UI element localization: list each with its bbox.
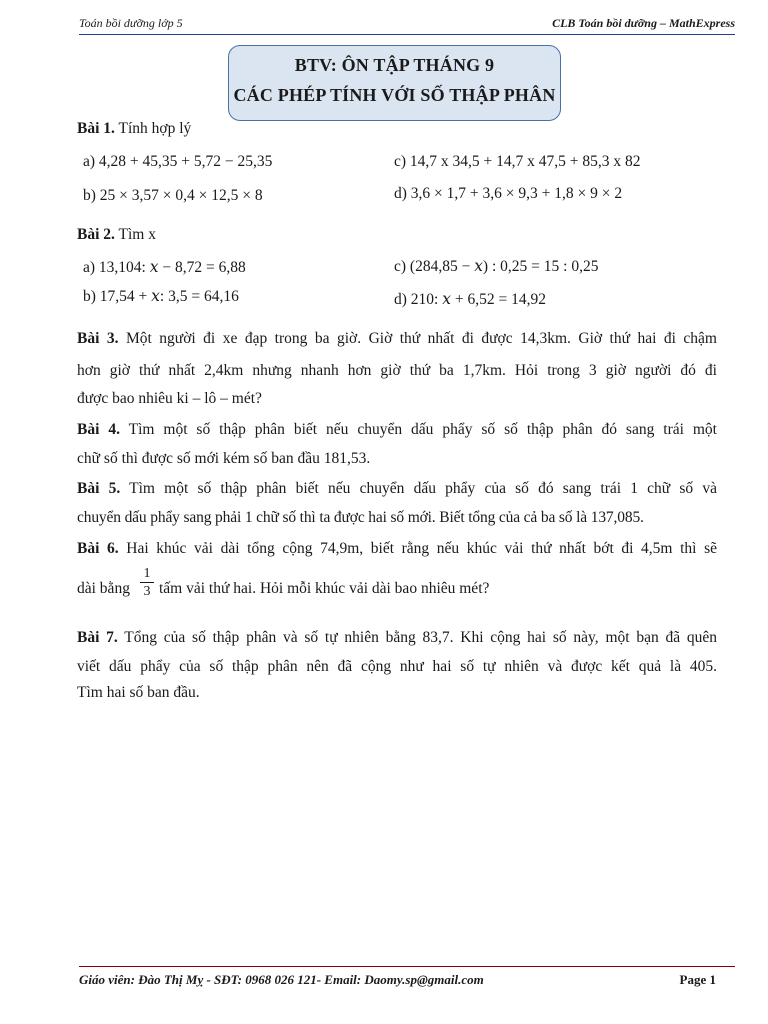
- exercise-4-label: Bài 4.: [77, 421, 120, 438]
- exercise-7-line-2: viết dấu phẩy của số thập phân nên đã cộng như hai số tự nhiên và được kết quả là 405.: [77, 658, 717, 675]
- exercise-2-a: a) 13,104: 𝑥 − 8,72 = 6,88: [83, 259, 246, 276]
- exercise-6-label: Bài 6.: [77, 540, 119, 557]
- exercise-2-b: b) 17,54 + 𝑥: 3,5 = 64,16: [83, 288, 239, 305]
- exercise-1-a: a) 4,28 + 45,35 + 5,72 − 25,35: [83, 153, 273, 170]
- exercise-5-line-1: [77, 480, 717, 498]
- exercise-4-line-1: [77, 421, 717, 439]
- footer-divider: [79, 966, 735, 967]
- exercise-5-label: Bài 5.: [77, 480, 121, 497]
- exercise-2-c: c) (284,85 − 𝑥) : 0,25 = 15 : 0,25: [394, 258, 599, 275]
- exercise-3-line-3: được bao nhiêu ki – lô – mét?: [77, 390, 262, 407]
- exercise-2-label: Bài 2.: [77, 226, 115, 243]
- exercise-2-text: Tìm x: [118, 226, 156, 243]
- exercise-6-text-1: Hai khúc vải dài tổng cộng 74,9m, biết rằng nếu khúc vải thứ nhất bớt đi 4,5m thì sẽ: [126, 540, 718, 557]
- header-divider: [79, 34, 735, 35]
- title-box: [228, 45, 561, 121]
- exercise-1-c: c) 14,7 x 34,5 + 14,7 x 47,5 + 85,3 x 82: [394, 153, 641, 170]
- exercise-4-line-2: chữ số thì được số mới kém số ban đầu 181,53.: [77, 450, 371, 467]
- exercise-3-label: Bài 3.: [77, 330, 119, 347]
- page-number: Page 1: [679, 972, 716, 987]
- fraction-one-third: [140, 566, 154, 599]
- fraction-numerator: 1: [143, 566, 151, 581]
- exercise-7-line-1: [77, 629, 717, 647]
- header-right-text: CLB Toán bồi dưỡng – MathExpress: [552, 16, 735, 30]
- exercise-4-text-1: Tìm một số thập phân biết nếu chuyển dấu phẩy số số thập phân đó sang trái một: [128, 421, 717, 438]
- exercise-2-heading: [77, 226, 717, 244]
- exercise-7-line-3: Tìm hai số ban đầu.: [77, 684, 200, 701]
- exercise-1-text: Tính hợp lý: [118, 120, 192, 137]
- exercise-3-text-1: Một người đi xe đạp trong ba giờ. Giờ thứ nhất đi được 14,3km. Giờ thứ hai đi chậm: [125, 330, 717, 347]
- title-line-2: CÁC PHÉP TÍNH VỚI SỐ THẬP PHÂN: [233, 85, 556, 105]
- exercise-3-line-1: [77, 330, 717, 348]
- exercise-1-label: Bài 1.: [77, 120, 115, 137]
- exercise-7-label: Bài 7.: [77, 629, 118, 646]
- header-left-text: Toán bồi dưỡng lớp 5: [79, 16, 183, 30]
- exercise-1-d: d) 3,6 × 1,7 + 3,6 × 9,3 + 1,8 × 9 × 2: [394, 185, 623, 202]
- exercise-6-text-before-fraction: dài bằng: [77, 580, 130, 597]
- exercise-1-b: b) 25 × 3,57 × 0,4 × 12,5 × 8: [83, 187, 263, 204]
- exercise-3-line-2: hơn giờ thứ nhất 2,4km nhưng nhanh hơn giờ thứ ba 1,7km. Hỏi trong 3 giờ người đó đi: [77, 362, 717, 379]
- footer-teacher-info: Giáo viên: Đào Thị Mỵ - SĐT: 0968 026 121- Email: Daomy.sp@gmail.com: [79, 972, 484, 987]
- exercise-6-line-1: [77, 540, 717, 558]
- fraction-denominator: 3: [143, 584, 151, 599]
- title-line-1: BTV: ÔN TẬP THÁNG 9: [294, 55, 495, 75]
- exercise-5-line-2: chuyển dấu phẩy sang phải 1 chữ số thì ta được hai số mới. Biết tổng của cả ba số là 137,085.: [77, 509, 644, 526]
- fraction-bar: [140, 582, 154, 583]
- exercise-6-text-after-fraction: tấm vải thứ hai. Hỏi mỗi khúc vải dài bao nhiêu mét?: [159, 580, 490, 597]
- exercise-7-text-1: Tổng của số thập phân và số tự nhiên bằng 83,7. Khi cộng hai số này, một bạn đã quên: [124, 629, 717, 646]
- page-header: [79, 14, 735, 32]
- exercise-2-d: d) 210: 𝑥 + 6,52 = 14,92: [394, 291, 546, 308]
- exercise-5-text-1: Tìm một số thập phân biết nếu chuyển dấu phẩy của số đó sang trái 1 chữ số và: [129, 480, 717, 497]
- exercise-1-heading: [77, 120, 717, 138]
